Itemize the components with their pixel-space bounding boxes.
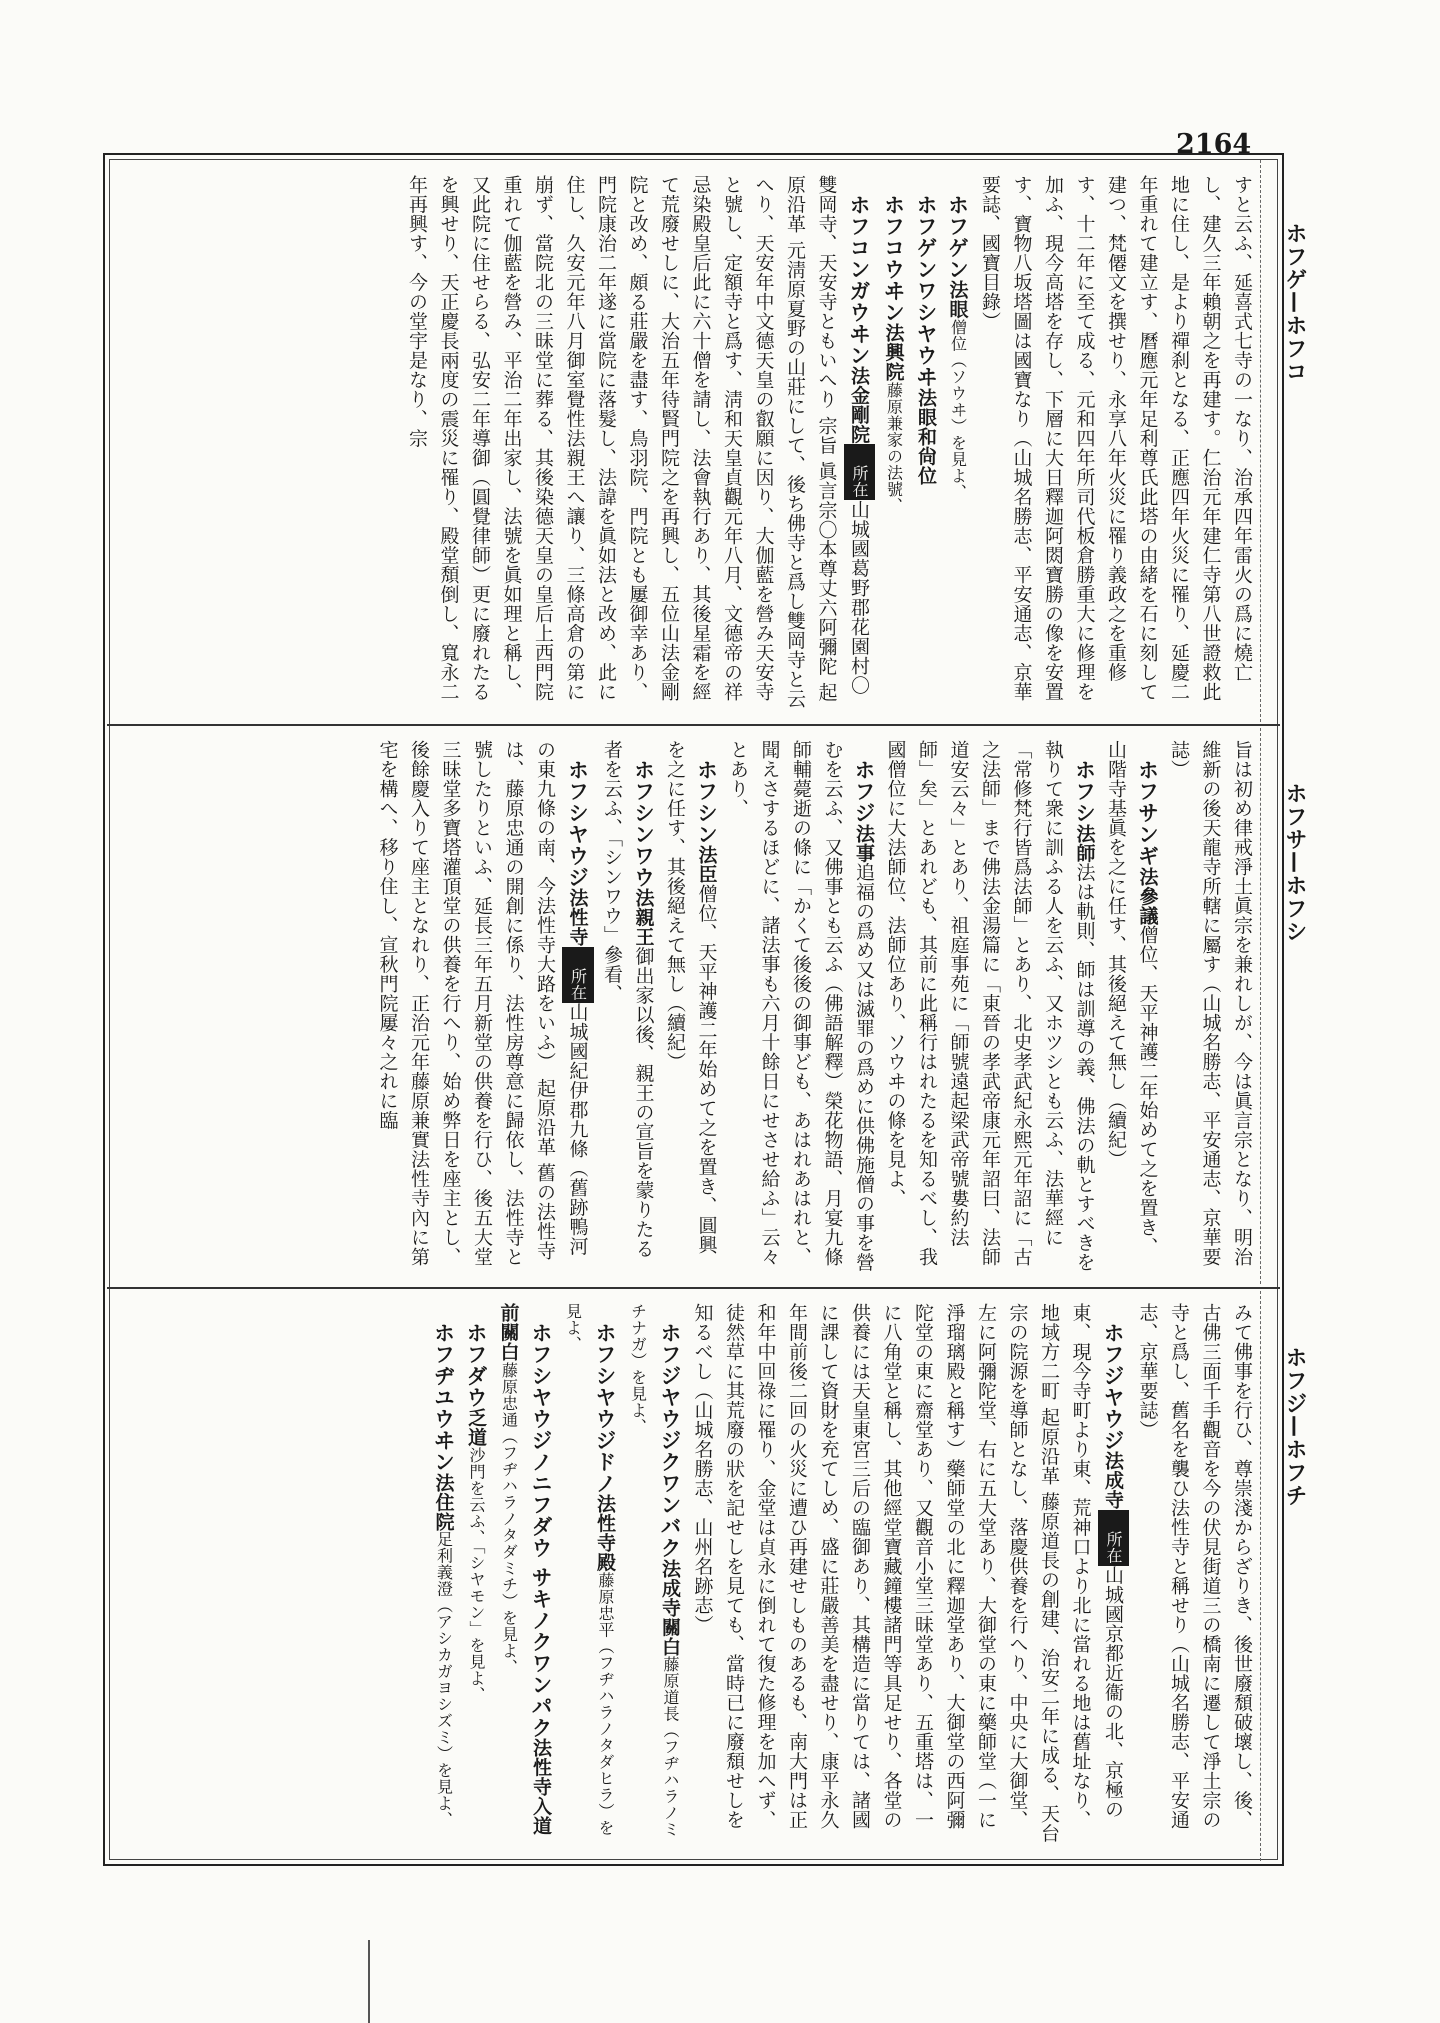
location-tag: 所在	[1098, 1510, 1130, 1566]
entry-headword: ホフジヤウジ	[1101, 1322, 1125, 1451]
entry-term: 法金剛院	[848, 366, 870, 444]
entry-term: 法參議	[1136, 866, 1159, 925]
running-head-3: ホフジ—ホフチ	[1282, 1346, 1307, 1507]
entry-headword: ホフコンガウヰン	[847, 194, 871, 366]
entry-body: 山城國紀伊郡九條（舊跡鴨河の東九條の南、今法性寺大路をいふ） 起原沿革 舊の法性寺は、藤原忠通の開創に係り、法性房尊意に歸依し、法性寺と號したりといふ、延長三年五月新堂の供養を行ひ、後五大堂三昧堂多寶塔灌頂堂の供養を行へり、始め弊日を座主とし、後餘慶入りて座主となれり、正治元年藤原兼實法性寺內に第宅を構へ、移り住し、宣秋門院屢々之れに臨	[376, 740, 589, 1267]
margin-rule-3	[1260, 1291, 1261, 1861]
continued-text: すと云ふ、延喜式七寺の一なり、治承四年雷火の爲に燒亡し、建久三年賴朝之を再建す。仁治元年建仁寺第八世證救此地に住し、是より禪刹となる、正應四年火災に罹り、延慶二年重れて建立す、曆應元年足利尊氏此塔の由緒を石に刻して建つ、梵僊文を撰せり、永享八年火災に罹り義政之を重修す、十二年に至て成る、元和四年所司代板倉勝重大に修理を加ふ、現今高塔を存し、下層に大日釋迦阿閦寶勝の像を安置す、寶物八坂塔圖は國寶なり（山城名勝志、平安通志、京華要誌、國寶目錄）	[979, 175, 1253, 702]
dictionary-section-2	[117, 740, 1257, 1272]
entry-term: 乏道	[465, 1408, 487, 1447]
dictionary-entry	[910, 175, 942, 710]
entry-term: 法親王	[632, 888, 655, 947]
dictionary-entry	[686, 1303, 1131, 1848]
dictionary-entry	[659, 740, 722, 1272]
dictionary-entry	[879, 740, 1100, 1272]
entry-note: 藤原道長（フヂハラノミチナガ）を見よ、	[628, 1303, 680, 1838]
entry-headword: ホフシヤウジドノ	[593, 1322, 617, 1494]
entry-term: 法興院	[882, 323, 905, 382]
page-number: 2164	[1176, 129, 1252, 160]
entry-headword: ホフシンワウ	[631, 759, 656, 888]
continued-text: 旨は初め律戒淨土眞宗を兼れしが、今は眞言宗となり、明治維新の後天龍寺所轄に屬す（山城名勝志、平安通志、京華要誌）	[1168, 740, 1253, 1267]
dictionary-entry	[941, 175, 974, 710]
dictionary-entry	[427, 1303, 460, 1848]
entry-headword: ホフシヤウジノニフダウ サキノクワンパク	[529, 1322, 553, 1739]
entry-note: 足利義澄（アシカガヨシズミ）を見よ、	[434, 1531, 454, 1828]
dictionary-section-3	[117, 1303, 1257, 1848]
dictionary-entry	[460, 1303, 493, 1848]
entry-term: 法師	[1073, 823, 1096, 863]
entry-term: 法事	[853, 823, 875, 863]
entry-body: 法は軌則、師は訓導の義、佛法の軌とすべきを執りて衆に訓ふる人を云ふ、又ホツシとも云ふ、法華經に「常修梵行皆爲法師」とあり、北史孝武紀永熙元年詔に「古之法師」まで佛法金湯篇に「東晉の孝武帝康元年詔曰、法師道安云々」とあり、祖庭事苑に「師號遠起梁武帝號婁約法師」矣」とあれども、其前に此稱行はれたるを知るべし、我國僧位に大法師位、法師位あり、ソウヰの條を見よ、	[884, 740, 1096, 1272]
entry-body: 御出家以後、親王の宣旨を蒙りたる者を云ふ、「シンワウ」參看、	[601, 740, 655, 1259]
dictionary-entry	[596, 740, 659, 1272]
continued-text: みて佛事を行ひ、尊崇淺からざりき、後世廢頹破壞し、後、古佛三面千手觀音を今の伏見街道三の橋南に遷して淨土宗の寺と爲し、舊名を襲ひ法性寺と稱せり（山城名勝志、平安通志、京華要誌）	[1136, 1303, 1253, 1830]
running-head-2: ホフサ—ホフシ	[1282, 782, 1307, 943]
location-tag: 所在	[844, 444, 876, 500]
entry-body: 僧位、天平神護二年始めて之を置き、圓興を之に任す、其後絕えて無し（續紀）	[664, 740, 718, 1255]
entry-term: 法臣	[695, 845, 718, 884]
entry-term: 法成寺	[1102, 1451, 1124, 1510]
entry-term: 法成寺關白	[659, 1558, 681, 1656]
dictionary-entry	[621, 1303, 686, 1848]
dictionary-entry	[1100, 740, 1163, 1272]
margin-rule-1	[1260, 160, 1261, 722]
margin-rule-2	[1260, 728, 1261, 1284]
entry-headword: ホフジヤウジクワンバク	[658, 1322, 682, 1559]
entry-headword: ホフコウヰン	[881, 194, 906, 323]
entry-headword: ホフジ	[852, 759, 876, 824]
dictionary-entry	[492, 1303, 556, 1848]
entry-term: 法性寺入道前關白	[497, 1303, 552, 1836]
entry-body: 追福の爲め又は滅罪の爲めに供佛施僧の事を營むを云ふ、又佛事とも云ふ（佛語解釋）榮花物語、月宴九條師輔薨逝の條に「かくて後後の御事ども、あはれあはれと、聞えさするほどに、諸法事も六月十餘日にせさせ給ふ」云々とあり、	[727, 740, 875, 1272]
entry-headword: ホフヂユウヰン	[431, 1322, 456, 1473]
running-head-1: ホフゲ—ホフコ	[1282, 222, 1307, 383]
entry-headword: ホフダウ	[464, 1322, 488, 1408]
entry-headword: ホフサンギ	[1135, 759, 1160, 867]
location-tag: 所在	[562, 947, 594, 1003]
entry-headword: ホフシン	[694, 759, 719, 845]
section-divider-2	[107, 1287, 1280, 1289]
entry-headword: ホフシヤウジ	[565, 759, 590, 888]
entry-headword: ホフシ	[1072, 759, 1097, 824]
entry-note: 沙門を云ふ、「シヤモン」を見よ、	[467, 1447, 486, 1703]
entry-term: 法性寺殿	[594, 1494, 616, 1572]
entry-body: 山城國京都近衞の北、京極の東、現今寺町より東、荒神口より北に當れる地は舊址なり、地域方二町 起原沿革 藤原道長の創建、治安二年に成る、天台宗の院源を導師となし、落慶供養を行へり、中央に大御堂、左に阿彌陀堂、右に五大堂あり、大御堂の東に藥師堂（一に淨瑠璃殿と稱す）藥師堂の北に釋迦堂あり、大御堂の西阿彌陀堂の東に齋堂あり、又觀音小堂三昧堂あり、五重塔は、一に八角堂と稱し、其他經堂寶藏鐘樓諸門等具足せり、各堂の供養には天皇東宮三后の臨御あり、其構造に當りては、諸國に課して資財を充てしめ、盛に莊嚴善美を盡せり、康平永久年間前後二回の火災に遭ひ再建せしものあるも、南大門は正和年中回祿に罹り、金堂は貞永に倒れて復た修理を加へず、徒然草に其荒廢の狀を記せしを見ても、當時已に廢頹せしを知るべし（山城名勝志、山州名跡志）	[691, 1303, 1124, 1843]
entry-term: 法性寺	[566, 888, 589, 947]
entry-note: 藤原兼家の法號、	[884, 381, 904, 514]
entry-term: 法眼	[946, 280, 969, 319]
entry-term: 法眼和尙位	[915, 387, 937, 485]
entry-term: 法住院	[432, 1472, 455, 1531]
entry-note: 藤原忠平（フヂハラノタダヒラ）を見よ、	[563, 1303, 615, 1836]
entry-body: 山城國葛野郡花園村〇雙岡寺、天安寺ともいへり 宗旨 眞言宗〇本尊丈六阿彌陀 起原沿革 元淸原夏野の山莊にして、後ち佛寺と爲し雙岡寺と云へり、天安年中文德天皇の叡願に因り、大伽藍を營み天安寺と號し、定額寺と爲す、淸和天皇貞觀元年八月、文德帝の祥忌染殿皇后此に六十僧を請し、法會執行あり、其後星霜を經て荒廢せしに、大治五年待賢門院之を再興し、五位山法金剛院と改め、頗る莊嚴を盡す、鳥羽院、門院とも屢御幸あり、門院康治二年遂に當院に落髮し、法諱を眞如法と改め、此に住し、久安元年八月御室覺性法親王へ讓り、三條高倉の第に崩ず、當院北の三昧堂に葬る、其後染德天皇の皇后上西門院重れて伽藍を營み、平治二年出家し、法號を眞如理と稱し、又此院に住せらる、弘安二年導御（圓覺律師）更に廢れたるを興せり、天正慶長兩度の震災に罹り、殿堂頽倒し、寬永二年再興す、今の堂宇是なり、宗	[406, 175, 870, 709]
entry-note: 僧位（ソウヰ）を見よ、	[948, 319, 968, 501]
entry-body: 僧位、天平神護二年始めて之を置き、山階寺基眞を之に任す、其後絕えて無し（續紀）	[1105, 740, 1159, 1257]
dictionary-entry	[371, 740, 596, 1272]
entry-headword: ホフゲン	[945, 194, 970, 280]
dictionary-entry	[722, 740, 880, 1272]
dictionary-section-1	[117, 175, 1257, 710]
binding-mark	[368, 1940, 370, 2023]
entry-headword: ホフゲンワシヤウヰ	[914, 194, 938, 388]
section-divider-1	[107, 724, 1280, 726]
entry-note: 藤原忠通（フヂハラノタダミチ）を見よ、	[499, 1361, 519, 1675]
dictionary-entry	[401, 175, 878, 710]
dictionary-entry	[877, 175, 910, 710]
dictionary-entry	[556, 1303, 621, 1848]
